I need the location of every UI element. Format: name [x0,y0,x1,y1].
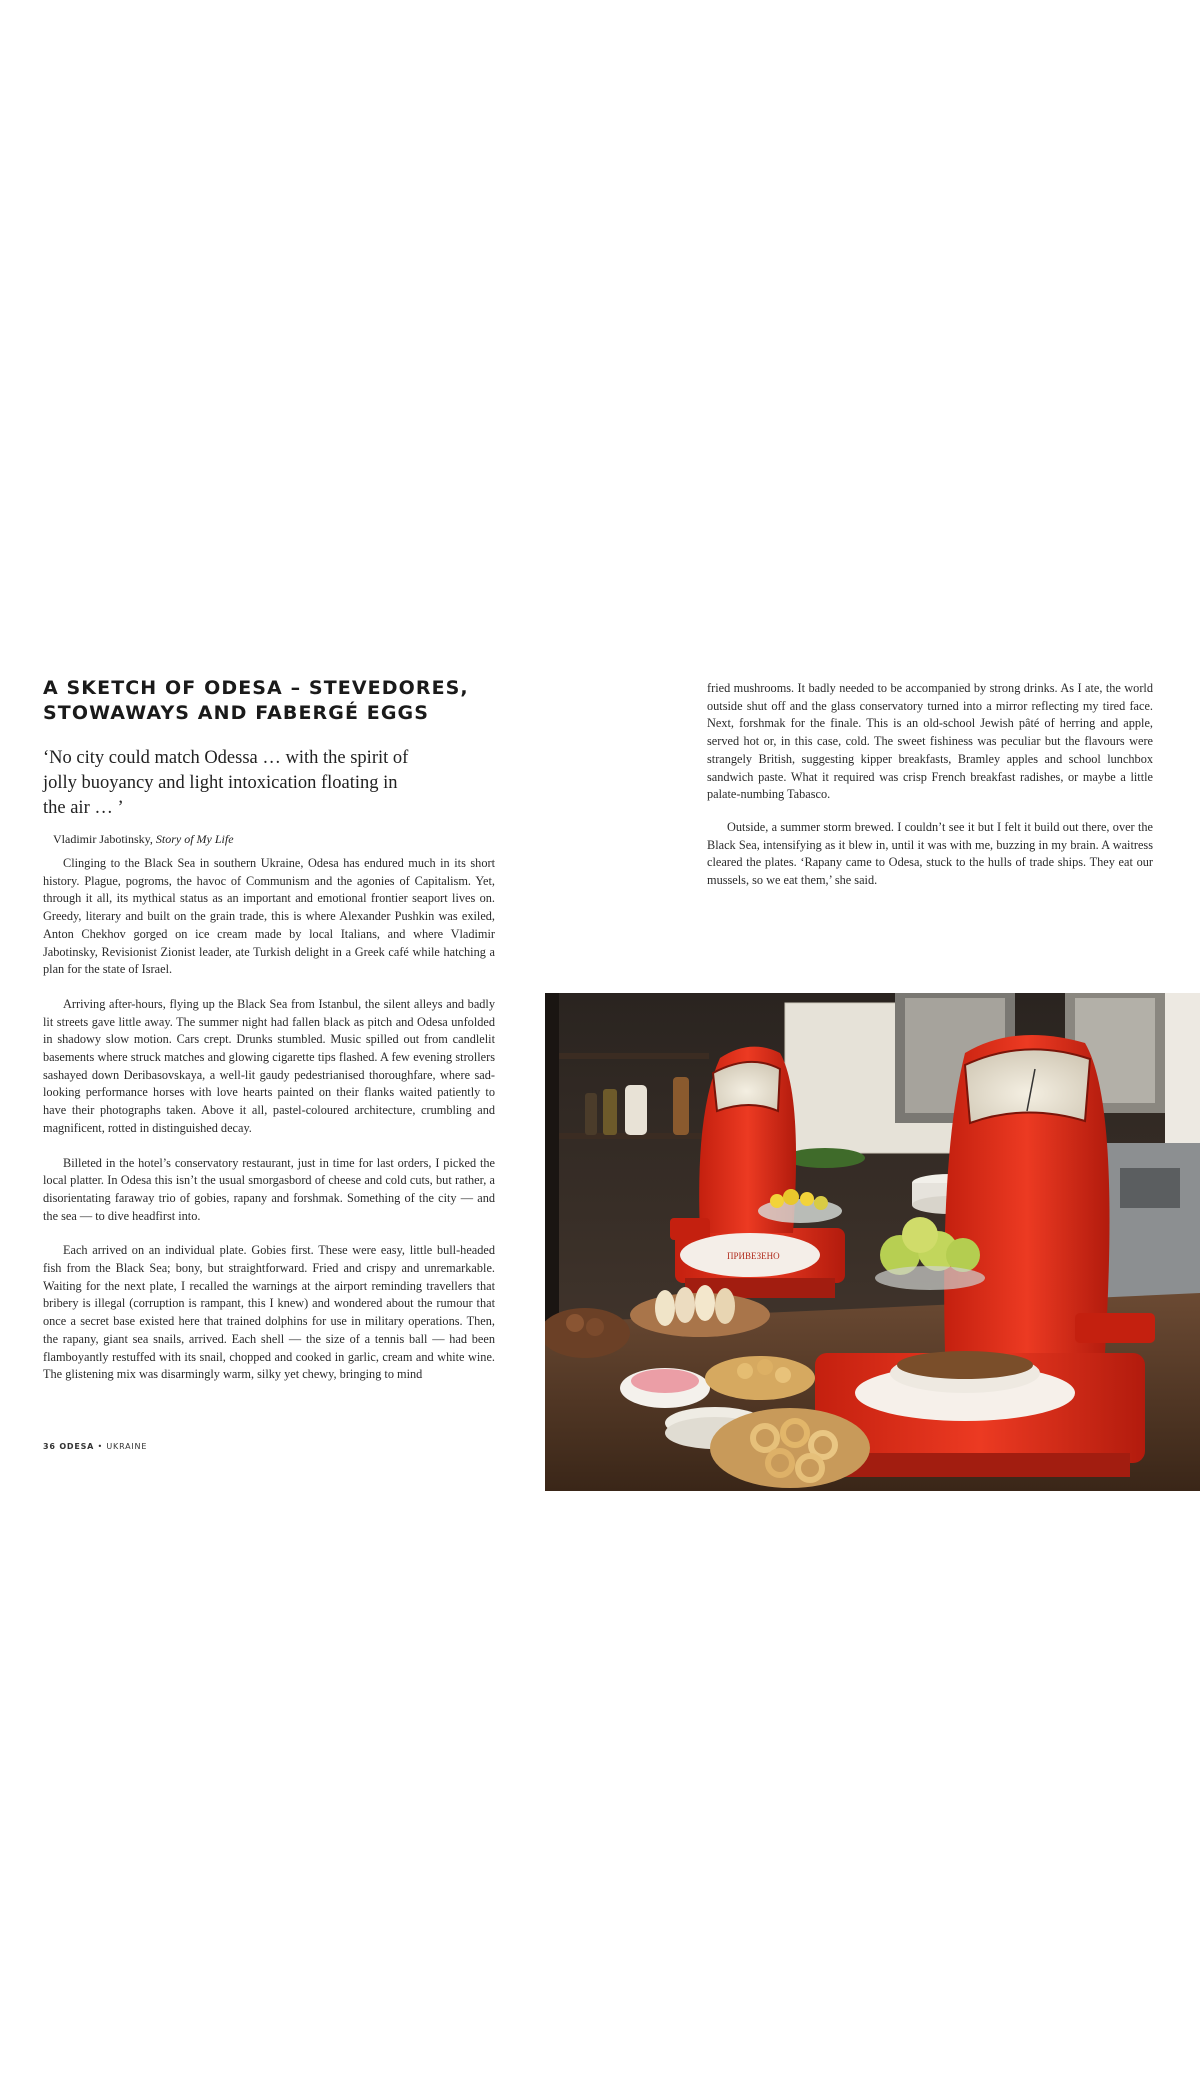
pull-quote: ‘No city could match Odessa … with the spirit of jolly buoyancy and light intoxication floating in the air … ’ [43,748,409,818]
body-paragraph-1: Clinging to the Black Sea in southern Ukraine, Odesa has endured much in its short history. Plague, pogroms, the havoc of Communism and the agonies of Capitalism. Yet, through it all, its mythical status as an important and emotional frontier seaport lives on. Greedy, literary and built on the grain trade, this is where Alexander Pushkin was exiled, Anton Chekhov gorged on ice cream made by local Italians, and where Vladimir Jabotinsky, Revisionist Zionist leader, ate Turkish delight in a Greek café while hatching a plan for the state of Israel. [43,856,495,977]
buffet-photo-icon [545,993,1200,1491]
attribution-author: Vladimir Jabotinsky, [53,832,156,846]
body-paragraph-2: Arriving after-hours, flying up the Black Sea from Istanbul, the silent alleys and badly lit streets gave little away. The summer night had fallen black as pitch and Odesa unfolded in shadowy slow motion. Cars crept. Drunks stumbled. Music spilled out from candlelit basements where struck matches and glowing cigarette tips flashed. A few evening strollers sashayed down Deribasovskaya, a well-lit gaudy pedestrianised thoroughfare, where sad-looking performance horses with love hearts painted on their flanks waited patiently to have their photographs taken. Above it all, pastel-coloured architecture, crumbling and magnificent, rotted in distinguished decay. [43,996,495,1135]
scale-brand-label: ПРИВЕЗЕНО [727,1251,780,1261]
folio-section: • UKRAINE [94,1442,148,1451]
buffet-photo [545,993,1200,1491]
attribution-work: Story of My Life [155,832,234,846]
headline-bold: A SKETCH OF ODESA [43,677,283,699]
quote-attribution [53,831,495,847]
body-paragraph-4: Each arrived on an individual plate. Gobies first. These were easy, little bull-headed fish from the Black Sea; bony, but straightforward. Fried and crispy and unremarkable. Waiting for the next plate, I recalled the warnings at the airport reminding travellers that bribery is illegal (corruption is rampant, this I knew) and wondered about the rumour that once a secret base existed here that trained dolphins for use in military operations. Then, the rapany, giant sea snails, arrived. Each shell — the size of a tennis ball — had been flamboyantly restuffed with its snail, chopped and cooked in garlic, cream and white wine. The glistening mix was disarmingly warm, silky yet chewy, bringing to mind [43,1243,495,1382]
folio-page: 36 ODESA [43,1442,95,1451]
body-paragraph-6: Outside, a summer storm brewed. I couldn’t see it but I felt it build out there, over the Black Sea, intensifying as it blew in, until it was with me, buzzing in my brain. A waitress cleared the plates. ‘Rapany came to Odesa, stuck to the hulls of trade ships. They eat our mussels, so we eat them,’ she said. [707,819,1153,888]
headline-rest: – STEVEDORES, STOWAWAYS AND FABERGÉ EGGS [43,677,469,724]
article-headline [43,676,495,726]
page-folio [43,1442,147,1451]
body-paragraph-5: fried mushrooms. It badly needed to be accompanied by strong drinks. As I ate, the world outside shut off and the glass conservatory turned into a mirror reflecting my tired face. Next, forshmak for the finale. This is an old-school Jewish pâté of herring and apple, served hot or, in this case, cold. The sweet fishiness was peculiar but the flavours were strangely British, suggesting kipper breakfasts, Bramley apples and school lunchbox sandwich paste. What it required was crisp French breakfast radishes, or maybe a little palate-numbing Tabasco. [707,681,1153,802]
left-body-text [43,855,495,1384]
right-column [707,680,1153,890]
left-column [43,676,495,1384]
body-paragraph-3: Billeted in the hotel’s conservatory restaurant, just in time for last orders, I picked the local platter. In Odesa this isn’t the usual smorgasbord of cheese and cold cuts, but rather, a disorientating faraway trio of gobies, rapany and forshmak. Something of the city — and the sea — to dive headfirst into. [43,1155,495,1223]
